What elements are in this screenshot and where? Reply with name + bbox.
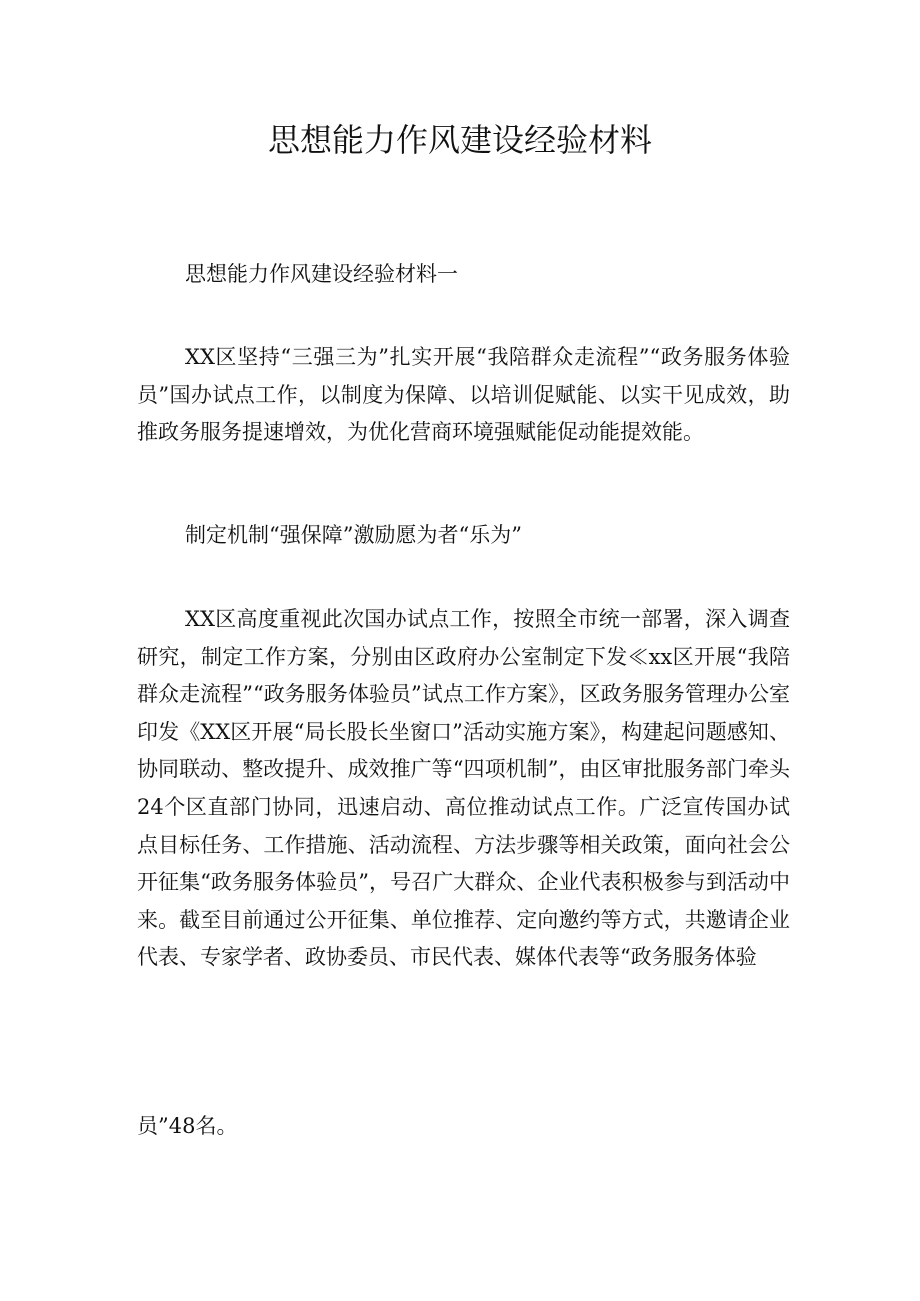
section-heading: 思想能力作风建设经验材料一 <box>185 262 458 286</box>
paragraph-mechanism: XX区高度重视此次国办试点工作，按照全市统一部署，深入调查研究，制定工作方案，分别由区政府办公室制定下发≪xx区开展“我陪群众走流程”“政务服务体验员”试点工作方案》，区政务服务管理办公室印发《XX区开展“局长股长坐窗口”活动实施方案》，构建起问题感知、协同联动、整改提升、成效推广等“四项机制”，由区审批服务部门牵头24个区直部门协同，迅速启动、高位推动试点工作。广泛宣传国办试点目标任务、工作措施、活动流程、方法步骤等相关政策，面向社会公开征集“政务服务体验员”，号召广大群众、企业代表积极参与到活动中来。截至目前通过公开征集、单位推荐、定向邀约等方式，共邀请企业代表、专家学者、政协委员、市民代表、媒体代表等“政务服务体验 <box>137 607 790 970</box>
paragraph-tail: 员”48名。 <box>137 1114 238 1138</box>
paragraph-intro: XX区坚持“三强三为”扎实开展“我陪群众走流程”“政务服务体验员”国办试点工作，以制度为保障、以培训促赋能、以实干见成效，助推政务服务提速增效，为优化营商环境强赋能促动能提效能。 <box>137 345 790 445</box>
subheading-mechanism: 制定机制“强保障”激励愿为者“乐为” <box>185 523 522 547</box>
document-title: 思想能力作风建设经验材料 <box>267 121 652 159</box>
